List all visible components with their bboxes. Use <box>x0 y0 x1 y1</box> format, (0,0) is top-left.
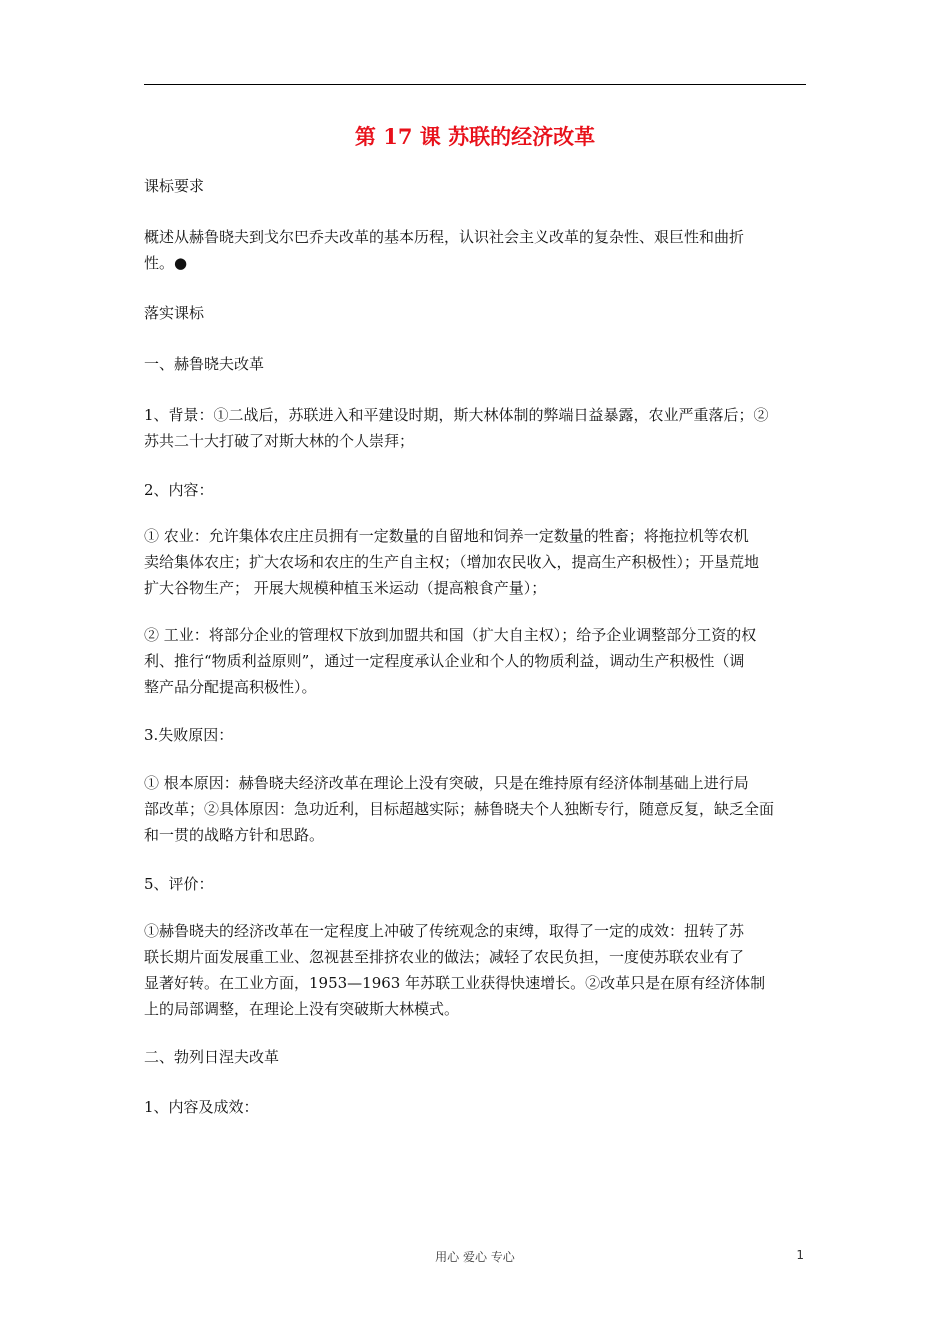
text-line: 落实课标 <box>144 304 205 322</box>
paragraph-agriculture <box>144 523 806 601</box>
section-heading-khrushchev <box>144 351 806 377</box>
section-heading-implement <box>144 300 806 326</box>
text-line: 苏共二十大打破了对斯大林的个人崇拜； <box>144 432 415 450</box>
text-line: 利、推行“物质利益原则”，通过一定程度承认企业和个人的物质利益，调动生产积极性（调 <box>144 652 745 670</box>
text-line: ① 根本原因：赫鲁晓夫经济改革在理论上没有突破，只是在维持原有经济体制基础上进行局 <box>144 774 749 792</box>
text-line: 整产品分配提高积极性）。 <box>144 678 317 696</box>
text-line: 卖给集体农庄；扩大农场和农庄的生产自主权；（增加农民收入，提高生产积极性）；开垦荒地 <box>144 553 760 571</box>
page-number: 1 <box>796 1248 804 1262</box>
text-line: 显著好转。在工业方面，1953—1963 年苏联工业获得快速增长。②改革只是在原有经济体制 <box>144 974 766 992</box>
text-line: 1、内容及成效： <box>144 1098 259 1116</box>
text-line: 5、评价： <box>144 875 214 893</box>
text-line: 二、勃列日涅夫改革 <box>144 1048 280 1066</box>
text-line: 概述从赫鲁晓夫到戈尔巴乔夫改革的基本历程，认识社会主义改革的复杂性、艰巨性和曲折 <box>144 228 745 246</box>
text-line: 1、背景：①二战后，苏联进入和平建设时期，斯大林体制的弊端日益暴露，农业严重落后；② <box>144 406 769 424</box>
text-line: 3.失败原因： <box>144 726 234 744</box>
text-line: 课标要求 <box>144 177 205 195</box>
text-line: 扩大谷物生产； 开展大规模种植玉米运动（提高粮食产量）； <box>144 579 547 597</box>
text-line: ①赫鲁晓夫的经济改革在一定程度上冲破了传统观念的束缚，取得了一定的成效：扭转了苏 <box>144 922 745 940</box>
paragraph-standards-overview <box>144 224 806 276</box>
text-line: 联长期片面发展重工业、忽视甚至排挤农业的做法；减轻了农民负担，一度使苏联农业有了 <box>144 948 745 966</box>
paragraph-failure-reasons <box>144 770 806 848</box>
subheading-evaluation <box>144 871 806 897</box>
section-heading-standards <box>144 173 806 199</box>
paragraph-industry <box>144 622 806 700</box>
subheading-content-results <box>144 1094 806 1120</box>
paragraph-evaluation <box>144 918 806 1022</box>
section-heading-brezhnev <box>144 1044 806 1070</box>
page-title: 第 17 课 苏联的经济改革 <box>354 124 596 149</box>
footer-motto: 用心 爱心 专心 <box>435 1250 515 1264</box>
subheading-content <box>144 477 806 503</box>
text-line: ② 工业：将部分企业的管理权下放到加盟共和国（扩大自主权）；给予企业调整部分工资的权 <box>144 626 757 644</box>
text-line: 上的局部调整，在理论上没有突破斯大林模式。 <box>144 1000 460 1018</box>
header-rule <box>144 84 806 85</box>
text-line: ① 农业：允许集体农庄庄员拥有一定数量的自留地和饲养一定数量的牲畜；将拖拉机等农机 <box>144 527 749 545</box>
text-line: 2、内容： <box>144 481 214 499</box>
text-line: 一、赫鲁晓夫改革 <box>144 355 265 373</box>
page-footer <box>0 1248 950 1268</box>
paragraph-background <box>144 402 806 454</box>
text-line: 部改革；②具体原因：急功近利，目标超越实际；赫鲁晓夫个人独断专行，随意反复，缺乏全面 <box>144 800 775 818</box>
subheading-failure-reasons <box>144 722 806 748</box>
text-line: 和一贯的战略方针和思路。 <box>144 826 325 844</box>
text-line: 性。● <box>144 254 188 272</box>
